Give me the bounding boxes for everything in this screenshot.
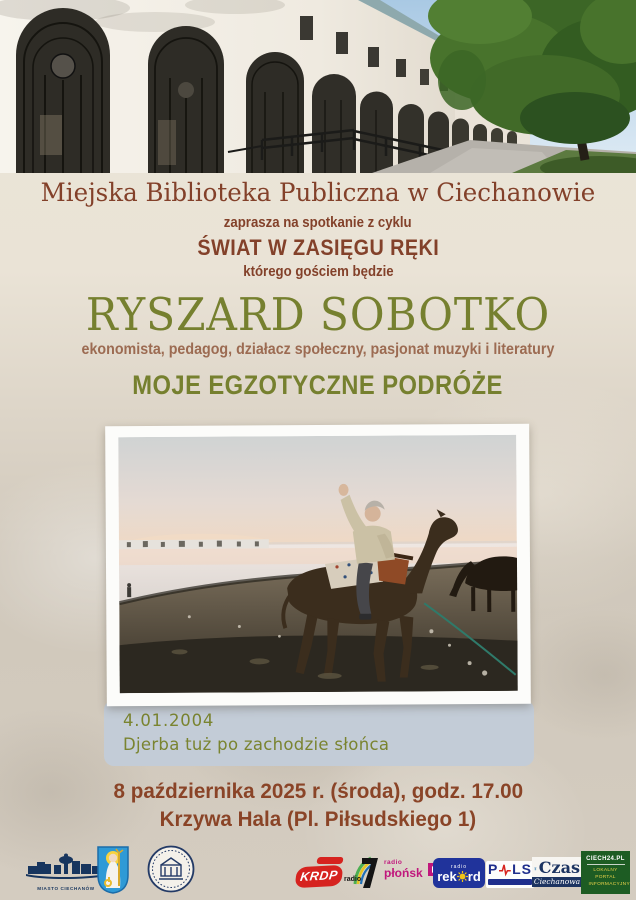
tower-icon xyxy=(534,861,537,876)
logo-ciech24 xyxy=(581,851,630,894)
logo-herb-ciechanowa xyxy=(96,845,130,900)
photo-caption-date: 4.01.2004 xyxy=(123,711,215,730)
guest-intro-text: którego gościem będzie xyxy=(242,263,394,280)
photo-caption-description: Djerba tuż po zachodzie słońca xyxy=(123,735,390,754)
guest-name-text: RYSZARD SOBOTKO xyxy=(85,288,551,341)
guest-name xyxy=(0,288,636,341)
coat-of-arms-icon xyxy=(96,845,130,895)
radio-7-word: radio xyxy=(344,876,362,883)
rekord-radio-word: radio xyxy=(450,863,468,870)
ciech24-divider xyxy=(587,864,625,865)
rekord-suffix: rd xyxy=(467,868,481,884)
event-datetime-text: 8 października 2025 r. (środa), godz. 17.00 xyxy=(113,779,523,803)
logo-krdp xyxy=(296,857,344,887)
organizer-title-text: Miejska Biblioteka Publiczna w Ciechanowie xyxy=(40,178,596,207)
logo-biblioteka-seal xyxy=(147,845,195,898)
event-title-text: MOJE EGZOTYCZNE PODRÓŻE xyxy=(132,370,504,400)
rekord-prefix: rek xyxy=(437,868,457,884)
guest-description-text: ekonomista, pedagog, działacz społeczny, pasjonat muzyki i literatury xyxy=(81,341,555,358)
event-title xyxy=(0,370,636,401)
ciech24-subtitle: LOKALNY PORTAL INFORMACYJNY xyxy=(588,868,630,888)
photo-caption-box xyxy=(104,700,534,766)
puls-bottom-bar xyxy=(488,879,532,885)
series-title-text: ŚWIAT W ZASIĘGU RĘKI xyxy=(197,235,439,260)
radio-7-icon xyxy=(346,854,382,890)
library-seal-icon xyxy=(147,845,195,893)
event-venue xyxy=(0,807,636,832)
ciech24-title: CIECH24.PL xyxy=(586,856,625,862)
guest-description xyxy=(0,341,636,359)
czas-title: Czas xyxy=(538,858,580,877)
krdp-frequency-tab xyxy=(316,857,343,864)
logo-miasto-label: MIASTO CIECHANÓW xyxy=(37,886,95,891)
czas-subtitle: Ciechanowa xyxy=(533,877,581,886)
puls-letter-p: P xyxy=(488,861,499,877)
puls-letters-ls: LS xyxy=(512,861,532,877)
logo-radio-rekord xyxy=(433,858,485,888)
invite-line xyxy=(0,214,636,231)
krdp-wordmark: KRDP xyxy=(295,865,344,888)
camel-ride-photo xyxy=(118,435,518,693)
pulse-line-icon xyxy=(499,862,511,877)
library-building-illustration xyxy=(0,0,636,173)
invite-line-text: zaprasza na spotkanie z cyklu xyxy=(224,214,412,231)
event-datetime xyxy=(0,779,636,804)
series-title xyxy=(0,235,636,261)
logo-radio-7 xyxy=(346,854,382,890)
rekord-sun-icon xyxy=(457,871,468,882)
organizer-title xyxy=(0,178,636,207)
radio-plonsk-line1: radio xyxy=(384,859,403,866)
event-venue-text: Krzywa Hala (Pl. Piłsudskiego 1) xyxy=(159,807,477,831)
logo-czas-ciechanowa xyxy=(532,857,582,887)
guest-intro-line xyxy=(0,263,636,280)
camel-photo-card xyxy=(105,424,531,707)
logo-puls-ciechanowa xyxy=(486,861,534,888)
radio-plonsk-line2: płońsk xyxy=(384,865,423,880)
library-building-photo xyxy=(0,0,636,173)
